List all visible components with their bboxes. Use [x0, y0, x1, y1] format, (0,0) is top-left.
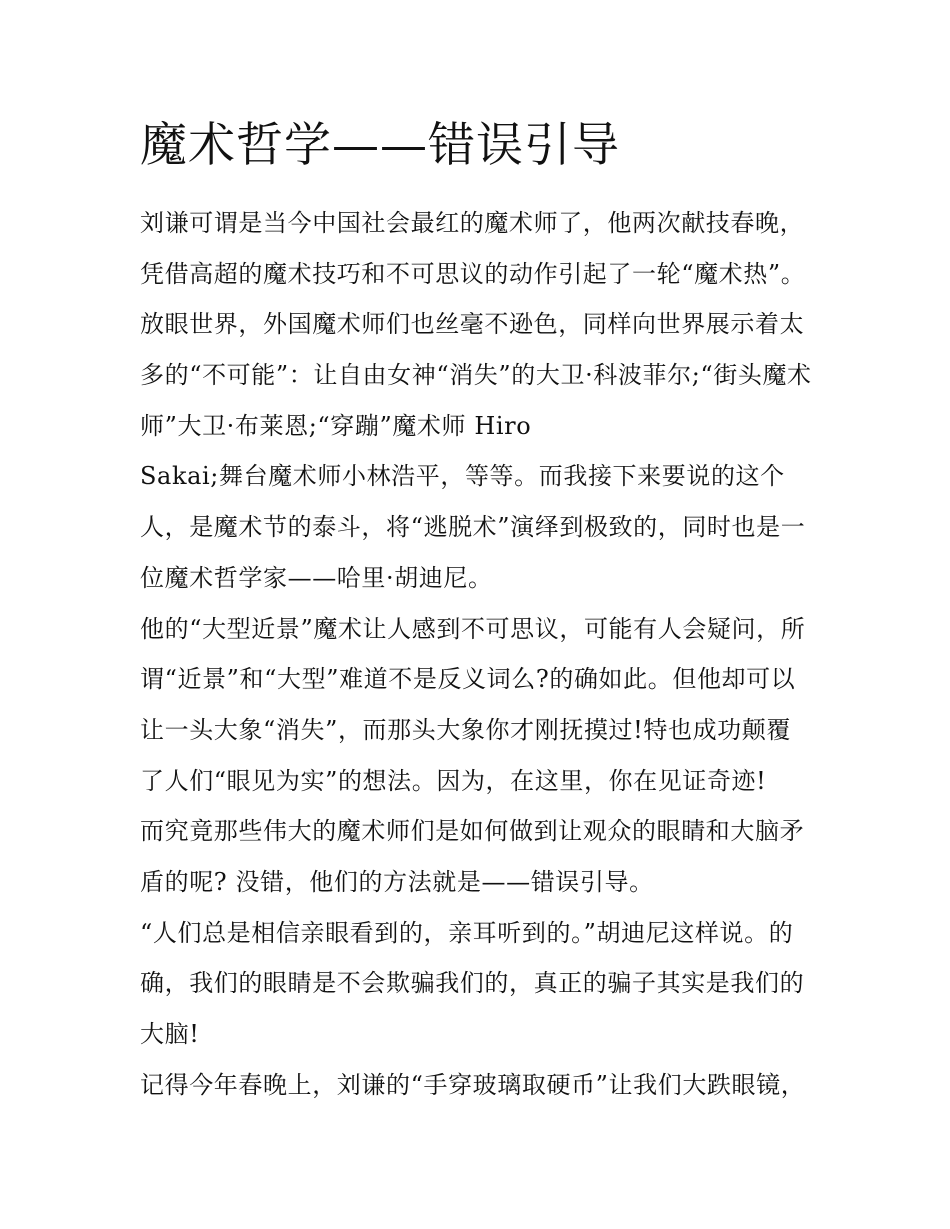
text-line: 他的“大型近景”魔术让人感到不可思议，可能有人会疑问，所	[140, 614, 806, 643]
text-line: 盾的呢? 没错，他们的方法就是——错误引导。	[140, 867, 654, 896]
text-line: 记得今年春晚上，刘谦的“手穿玻璃取硬币”让我们大跌眼镜，	[140, 1070, 806, 1099]
text-line: 放眼世界，外国魔术师们也丝毫不逊色，同样向世界展示着太	[140, 310, 805, 339]
text-line: “人们总是相信亲眼看到的，亲耳听到的。”胡迪尼这样说。的	[140, 918, 794, 947]
page-title: 魔术哲学——错误引导	[140, 118, 620, 173]
text-line: 凭借高超的魔术技巧和不可思议的动作引起了一轮“魔术热”。	[140, 259, 806, 288]
text-line: 而究竟那些伟大的魔术师们是如何做到让观众的眼睛和大脑矛	[140, 817, 805, 846]
text-line: Sakai;舞台魔术师小林浩平，等等。而我接下来要说的这个	[140, 462, 785, 491]
text-line: 刘谦可谓是当今中国社会最红的魔术师了，他两次献技春晚，	[140, 209, 805, 237]
text-line: 师”大卫·布莱恩;“穿蹦”魔术师 Hiro	[140, 411, 532, 440]
text-line: 人，是魔术节的泰斗，将“逃脱术”演绎到极致的，同时也是一	[140, 513, 806, 542]
body-text	[140, 205, 820, 1117]
text-line: 位魔术哲学家——哈里·胡迪尼。	[140, 563, 493, 592]
text-line: 确，我们的眼睛是不会欺骗我们的，真正的骗子其实是我们的	[140, 969, 805, 998]
text-line: 了人们“眼见为实”的想法。因为，在这里，你在见证奇迹!	[140, 766, 767, 795]
text-line: 大脑!	[140, 1020, 200, 1048]
text-line: 谓“近景”和“大型”难道不是反义词么?的确如此。但他却可以	[140, 665, 796, 694]
text-line: 让一头大象“消失”，而那头大象你才刚抚摸过!特也成功颠覆	[140, 715, 791, 744]
text-line: 多的“不可能”：让自由女神“消失”的大卫·科波菲尔;“街头魔术	[140, 361, 812, 390]
